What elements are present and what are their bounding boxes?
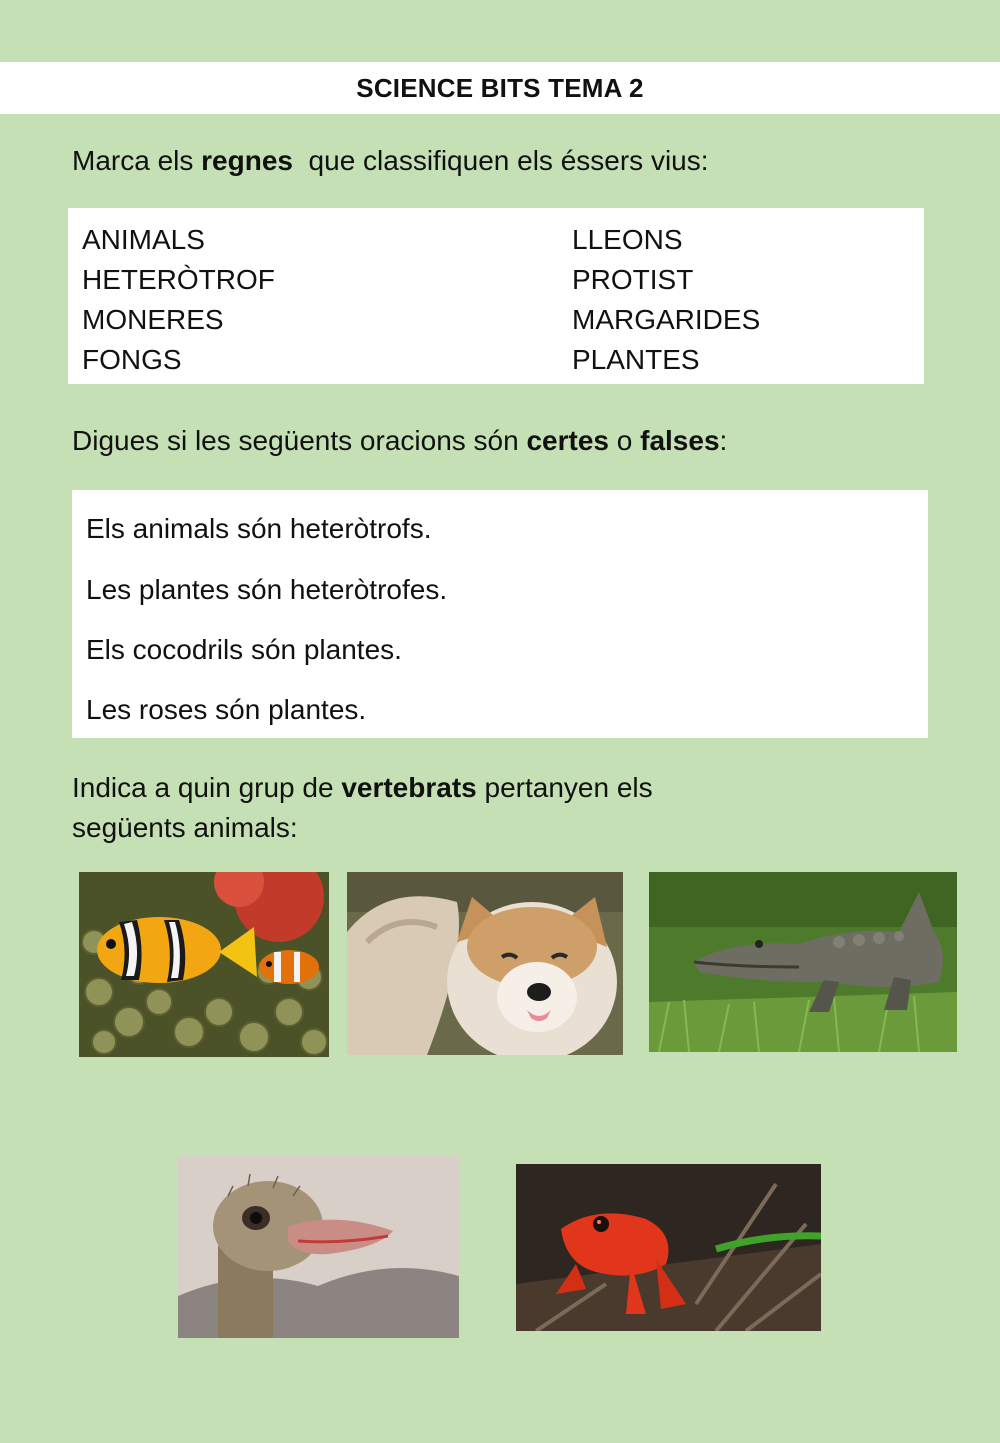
alligator-image[interactable]	[649, 872, 957, 1052]
option-heterotrof[interactable]: HETERÒTROF	[82, 264, 275, 295]
kingdoms-prompt: Marca els regnes que classifiquen els éssers vius:	[72, 145, 709, 176]
frog-image[interactable]	[516, 1164, 821, 1331]
vertebrates-prompt: Indica a quin grup de vertebrats pertanyen els següents animals:	[72, 772, 653, 843]
true-false-prompt: Digues si les següents oracions són certes o falses:	[72, 425, 728, 456]
option-lleons[interactable]: LLEONS	[572, 224, 683, 255]
statement-1[interactable]: Els animals són heteròtrofs.	[86, 513, 432, 544]
option-protist[interactable]: PROTIST	[572, 264, 694, 295]
statement-4[interactable]: Les roses són plantes.	[86, 694, 367, 725]
page-title: SCIENCE BITS TEMA 2	[356, 72, 644, 103]
kingdoms-right-column	[572, 220, 760, 380]
option-animals[interactable]: ANIMALS	[82, 224, 205, 255]
option-plantes[interactable]: PLANTES	[572, 344, 700, 375]
clownfish-image[interactable]	[79, 872, 329, 1057]
option-fongs[interactable]: FONGS	[82, 344, 182, 375]
true-false-panel	[72, 490, 928, 738]
kingdoms-left-column	[82, 220, 275, 380]
statement-2[interactable]: Les plantes són heteròtrofes.	[86, 574, 448, 605]
ostrich-image[interactable]	[178, 1156, 459, 1338]
option-margarides[interactable]: MARGARIDES	[572, 304, 761, 335]
statement-3[interactable]: Els cocodrils són plantes.	[86, 634, 402, 665]
title-bar	[0, 62, 1000, 114]
option-moneres[interactable]: MONERES	[82, 304, 224, 335]
dog-image[interactable]	[347, 872, 623, 1055]
kingdoms-options-panel	[68, 208, 924, 384]
